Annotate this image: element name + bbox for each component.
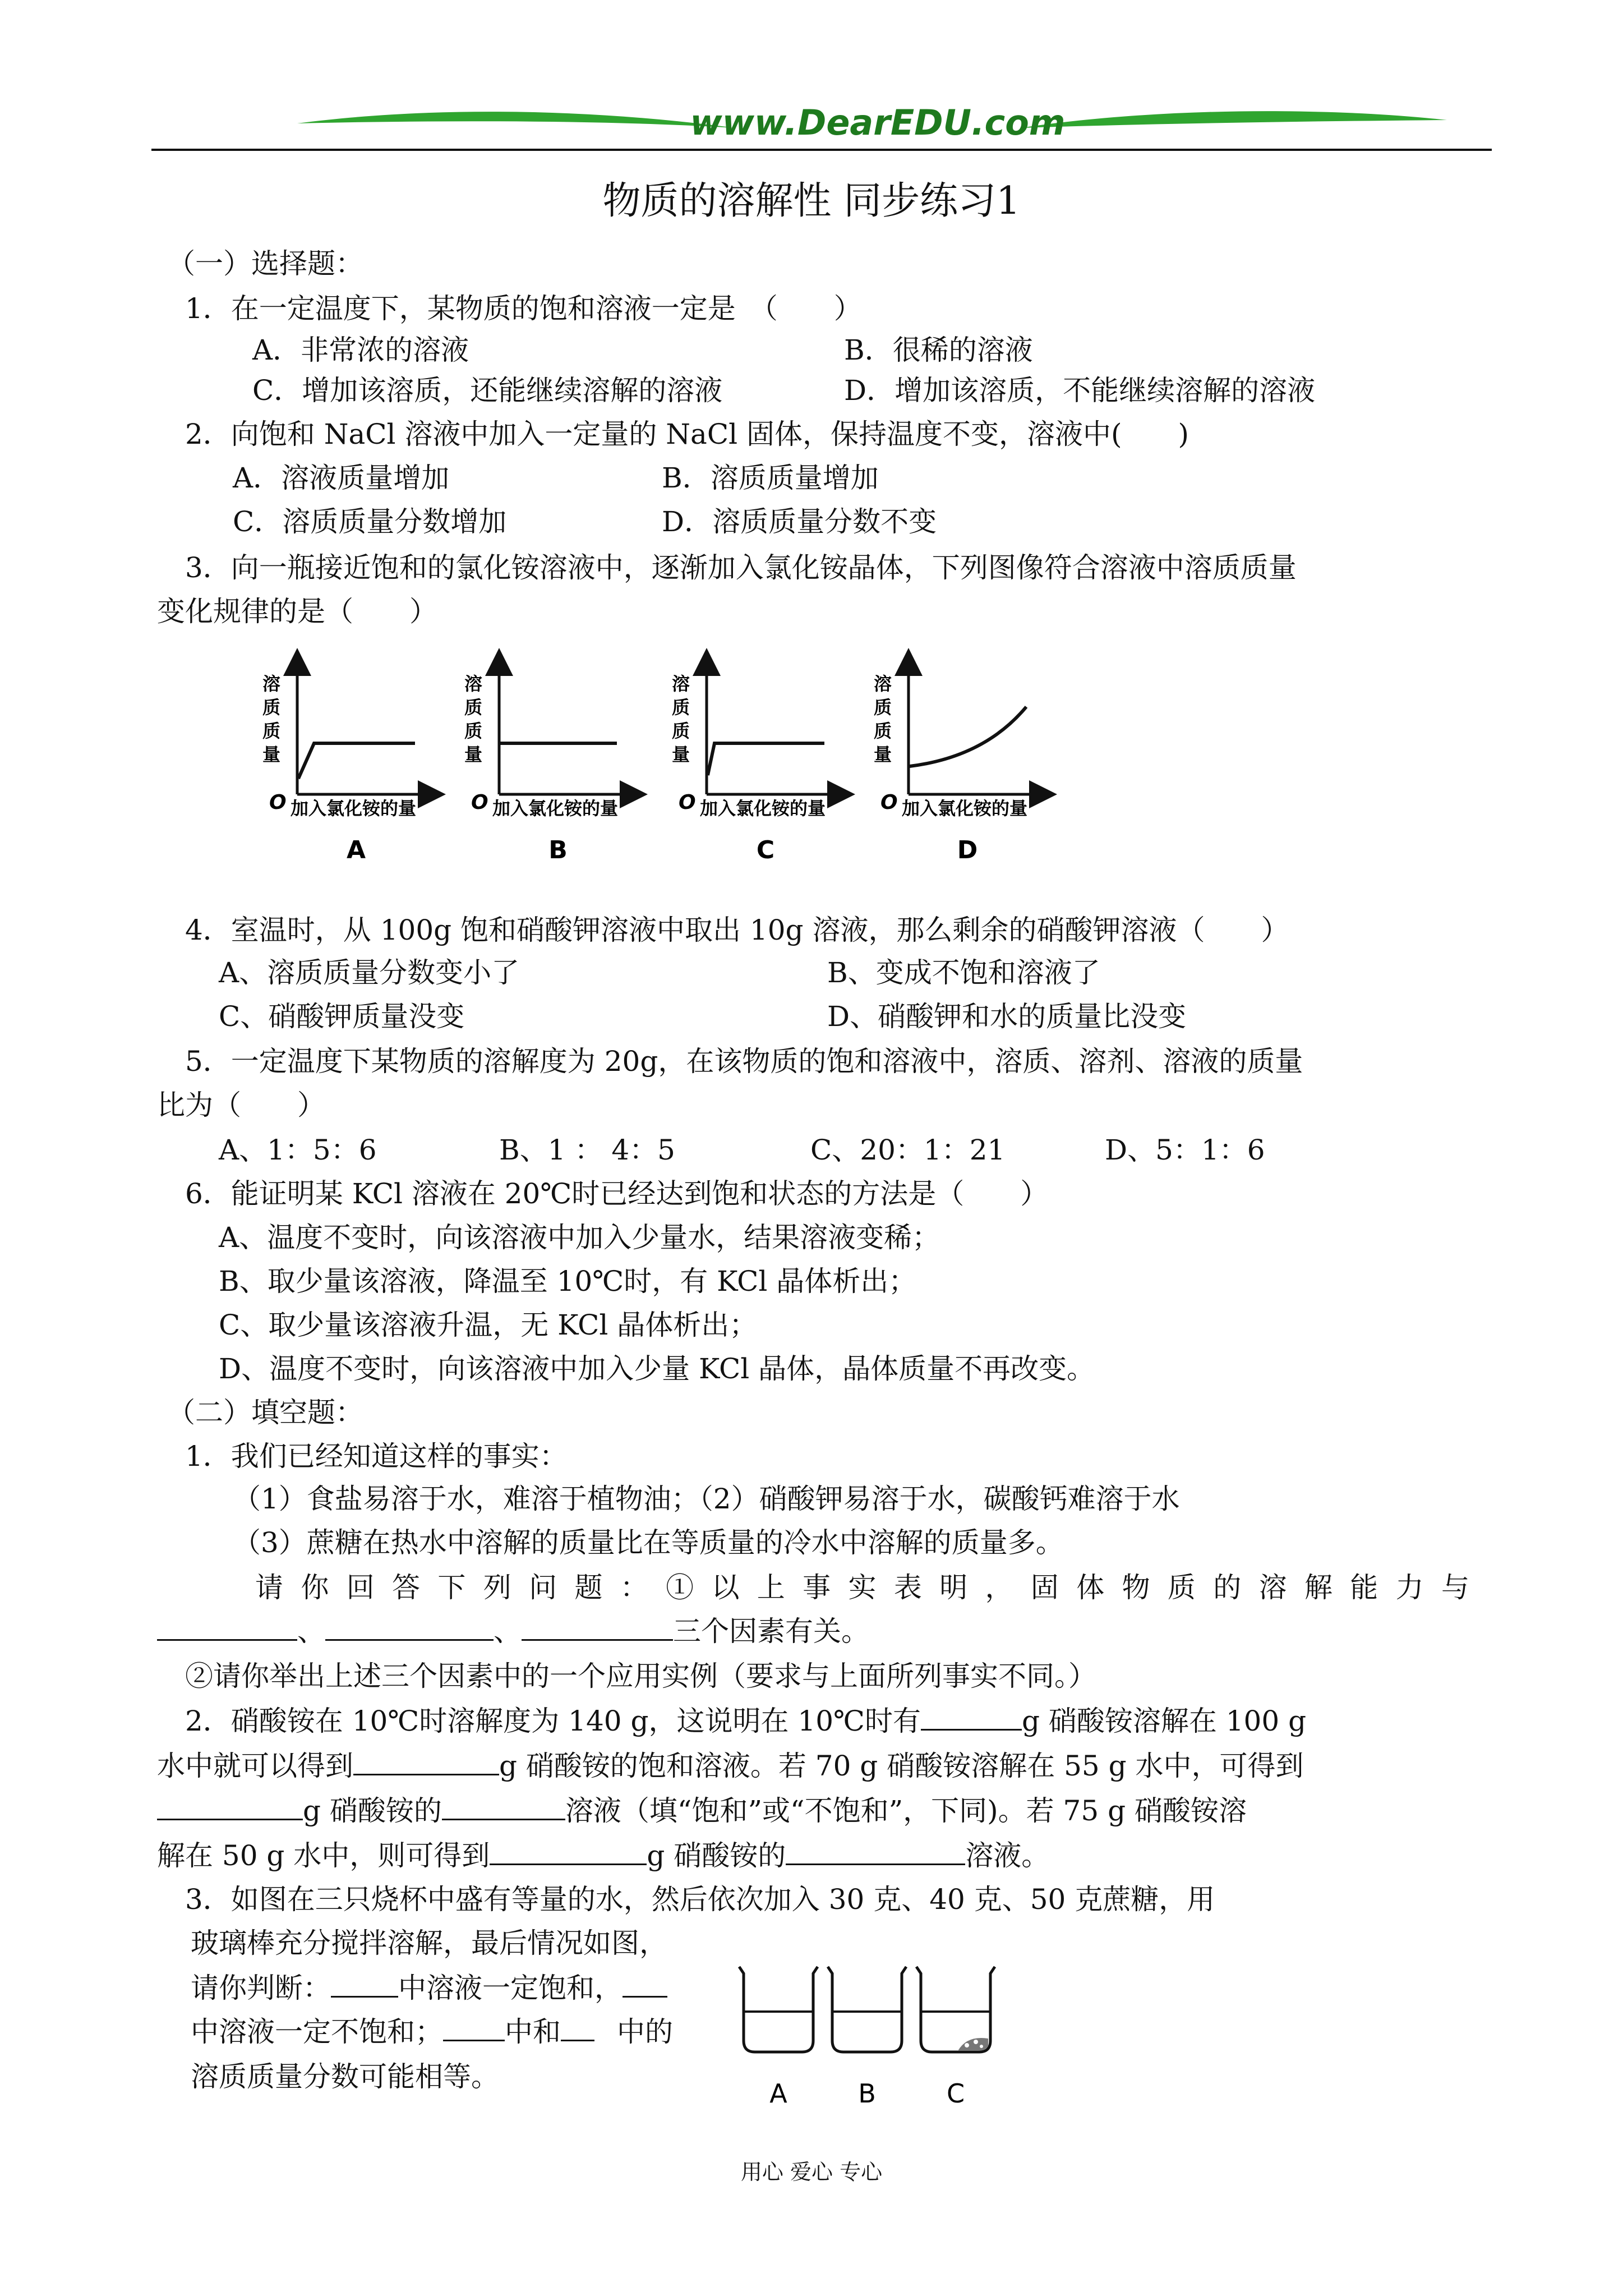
p3-blank-3[interactable]	[443, 2014, 505, 2041]
graph-d	[874, 662, 1043, 864]
p2-text-2a: 水中就可以得到	[157, 1750, 353, 1782]
q5-stem-line1: 5．一定温度下某物质的溶解度为 20g，在该物质的饱和溶液中，溶质、溶剂、溶液的质量	[185, 1045, 1303, 1078]
p2-blank-2[interactable]	[353, 1748, 499, 1775]
q2-option-c: C．溶质质量分数增加	[233, 505, 507, 538]
p2-blank-5[interactable]	[490, 1838, 647, 1865]
graph-c-ylabel-2: 质	[672, 697, 690, 718]
p3-text-4b: 中和	[505, 2016, 561, 2048]
p1-fact-line1: （1）食盐易溶于水，难溶于植物油；（2）硝酸钾易溶于水，碳酸钙难溶于水	[233, 1483, 1180, 1515]
graph-a-ylabel-3: 质	[262, 720, 281, 742]
q6-stem: 6．能证明某 KCl 溶液在 20℃时已经达到饱和状态的方法是（ ）	[185, 1177, 1049, 1210]
graph-b-ylabel-4: 量	[464, 744, 483, 765]
q2-option-d: D．溶质质量分数不变	[662, 505, 937, 538]
green-swoosh-left	[297, 112, 735, 128]
p3-blank-1[interactable]	[331, 1970, 398, 1998]
graph-a-origin: O	[269, 791, 287, 814]
q6-option-d: D、温度不变时，向该溶液中加入少量 KCl 晶体，晶体质量不再改变。	[219, 1352, 1095, 1385]
header-banner	[146, 101, 1503, 157]
graph-a-letter: A	[346, 836, 366, 864]
q5-stem-line2: 比为（ ）	[157, 1089, 325, 1121]
q1-option-c: C．增加该溶质，还能继续溶解的溶液	[252, 374, 723, 407]
graph-c-xlabel: 加入氯化铵的量	[700, 798, 826, 819]
graph-c-letter: C	[756, 836, 775, 864]
section-heading-fill: （二）填空题：	[167, 1396, 363, 1429]
p2-text-4b: g 硝酸铵的	[647, 1839, 786, 1872]
graph-d-ylabel-2: 质	[874, 697, 892, 718]
q4-stem: 4．室温时，从 100g 饱和硝酸钾溶液中取出 10g 溶液，那么剩余的硝酸钾溶液（ ）	[185, 914, 1289, 946]
p2-line2	[157, 1748, 1304, 1784]
p3-line1: 3．如图在三只烧杯中盛有等量的水，然后依次加入 30 克、40 克、50 克蔗糖，用	[185, 1883, 1215, 1916]
q1-option-a: A．非常浓的溶液	[252, 334, 469, 366]
graph-d-ylabel-3: 质	[874, 720, 892, 742]
p1-stem: 1．我们已经知道这样的事实：	[185, 1440, 568, 1473]
q1-stem: 1．在一定温度下，某物质的饱和溶液一定是 （ ）	[185, 292, 862, 325]
q2-stem: 2．向饱和 NaCl 溶液中加入一定量的 NaCl 固体，保持温度不变，溶液中( )	[185, 418, 1189, 450]
p2-text-3c: 溶液（填“饱和”或“不饱和”，下同)。若 75 g 硝酸铵溶	[565, 1795, 1247, 1827]
p3-text-4a: 中溶液一定不饱和；	[191, 2016, 443, 2048]
graph-d-ylabel-1: 溶	[874, 673, 892, 694]
p2-blank-1[interactable]	[921, 1703, 1022, 1731]
green-swoosh-right	[1021, 111, 1447, 128]
graph-a-ylabel-1: 溶	[262, 673, 281, 694]
p3-line5: 溶质质量分数可能相等。	[191, 2060, 499, 2093]
graph-c-ylabel-3: 质	[672, 720, 690, 742]
p1-question-line: 请你回答下列问题：①以上事实表明，固体物质的溶解能力与	[255, 1571, 1469, 1604]
beakers-figure	[729, 1957, 1009, 2125]
q4-option-d: D、硝酸钾和水的质量比没变	[827, 1000, 1187, 1033]
p1-blank-1[interactable]	[157, 1613, 297, 1641]
q5-option-c: C、20：1：21	[810, 1134, 1006, 1166]
p1-fact-line2: （3）蔗糖在热水中溶解的质量比在等质量的冷水中溶解的质量多。	[233, 1526, 1064, 1559]
q1-option-b: B．很稀的溶液	[844, 334, 1033, 366]
p2-text-1a: 2．硝酸铵在 10℃时溶解度为 140 g，这说明在 10℃时有	[185, 1705, 921, 1737]
header-rule	[151, 149, 1492, 151]
q6-option-a: A、温度不变时，向该溶液中加入少量水，结果溶液变稀；	[219, 1221, 940, 1254]
graph-a-xlabel: 加入氯化铵的量	[291, 798, 417, 819]
p1-blank-3[interactable]	[522, 1613, 673, 1641]
graph-a-ylabel-2: 质	[262, 697, 281, 718]
graph-d-xlabel: 加入氯化铵的量	[902, 798, 1028, 819]
graph-b	[464, 662, 634, 864]
p2-line3	[157, 1793, 1247, 1829]
p2-text-3b: g 硝酸铵的	[303, 1795, 442, 1827]
beaker-b-label: B	[858, 2078, 876, 2109]
q6-option-c: C、取少量该溶液升温，无 KCl 晶体析出；	[219, 1309, 758, 1341]
q3-stem-line2: 变化规律的是（ ）	[157, 595, 437, 628]
p2-blank-6[interactable]	[786, 1838, 965, 1865]
graph-b-ylabel-3: 质	[464, 720, 483, 742]
p2-text-2b: g 硝酸铵的饱和溶液。若 70 g 硝酸铵溶解在 55 g 水中，可得到	[499, 1750, 1304, 1782]
graph-a	[262, 662, 432, 864]
q3-graphs	[247, 645, 1088, 869]
p3-text-3a: 请你判断：	[191, 1972, 331, 2004]
graph-d-origin: O	[880, 791, 898, 814]
graph-c-ylabel-4: 量	[672, 744, 690, 765]
logo-text: www.DearEDU.com	[690, 102, 1066, 143]
q4-option-c: C、硝酸钾质量没变	[219, 1000, 465, 1033]
p3-line4	[191, 2014, 673, 2050]
p1-question-2: ②请你举出上述三个因素中的一个应用实例（要求与上面所列事实不同。）	[185, 1660, 1096, 1692]
page-title: 物质的溶解性 同步练习1	[602, 179, 1021, 223]
p3-line3	[191, 1970, 667, 2006]
q4-option-b: B、变成不饱和溶液了	[827, 956, 1100, 989]
q4-option-a: A、溶质质量分数变小了	[219, 956, 520, 989]
p2-line4	[157, 1838, 1049, 1874]
q5-option-a: A、1：5：6	[219, 1134, 377, 1166]
graph-b-origin: O	[471, 791, 488, 814]
p3-text-4c: 中的	[617, 2016, 673, 2048]
p1-sep-2: 、	[494, 1615, 522, 1648]
q1-option-d: D．增加该溶质，不能继续溶解的溶液	[844, 374, 1316, 407]
p2-blank-3[interactable]	[157, 1793, 303, 1820]
p2-line1	[185, 1703, 1306, 1739]
p1-sep-1: 、	[297, 1615, 325, 1648]
graph-b-letter: B	[548, 836, 568, 864]
page-footer: 用心 爱心 专心	[740, 2160, 883, 2184]
section-heading-choice: （一）选择题：	[167, 247, 363, 280]
beaker-a-label: A	[769, 2078, 787, 2109]
p3-text-3b: 中溶液一定饱和，	[398, 1972, 623, 2004]
q2-option-b: B．溶质质量增加	[662, 462, 879, 494]
p3-blank-2[interactable]	[623, 1970, 667, 1998]
p3-line2: 玻璃棒充分搅拌溶解，最后情况如图，	[191, 1927, 667, 1959]
q6-option-b: B、取少量该溶液，降温至 10℃时，有 KCl 晶体析出；	[219, 1265, 917, 1297]
p3-blank-4[interactable]	[561, 2014, 594, 2041]
p1-tail: 三个因素有关。	[673, 1615, 869, 1648]
graph-c-ylabel-1: 溶	[672, 673, 690, 694]
p2-blank-4[interactable]	[442, 1793, 565, 1820]
p2-text-4a: 解在 50 g 水中，则可得到	[157, 1839, 490, 1872]
graph-b-xlabel: 加入氯化铵的量	[492, 798, 619, 819]
p2-text-4c: 溶液。	[965, 1839, 1050, 1872]
q5-option-b: B、1 ： 4：5	[499, 1134, 675, 1166]
graph-b-ylabel-1: 溶	[464, 673, 483, 694]
graph-d-ylabel-4: 量	[874, 744, 892, 765]
q2-option-a: A．溶液质量增加	[233, 462, 450, 494]
p1-blank-2[interactable]	[325, 1613, 494, 1641]
p1-blanks-line	[157, 1613, 869, 1649]
graph-c-origin: O	[679, 791, 696, 814]
graph-a-ylabel-4: 量	[262, 744, 281, 765]
q5-option-d: D、5：1：6	[1105, 1134, 1265, 1166]
q3-stem-line1: 3．向一瓶接近饱和的氯化铵溶液中，逐渐加入氯化铵晶体，下列图像符合溶液中溶质质量	[185, 551, 1297, 584]
graph-d-letter: D	[957, 836, 978, 864]
p2-text-1b: g 硝酸铵溶解在 100 g	[1021, 1705, 1307, 1737]
graph-c	[672, 662, 841, 864]
graph-b-ylabel-2: 质	[464, 697, 483, 718]
beaker-c-label: C	[946, 2078, 965, 2109]
